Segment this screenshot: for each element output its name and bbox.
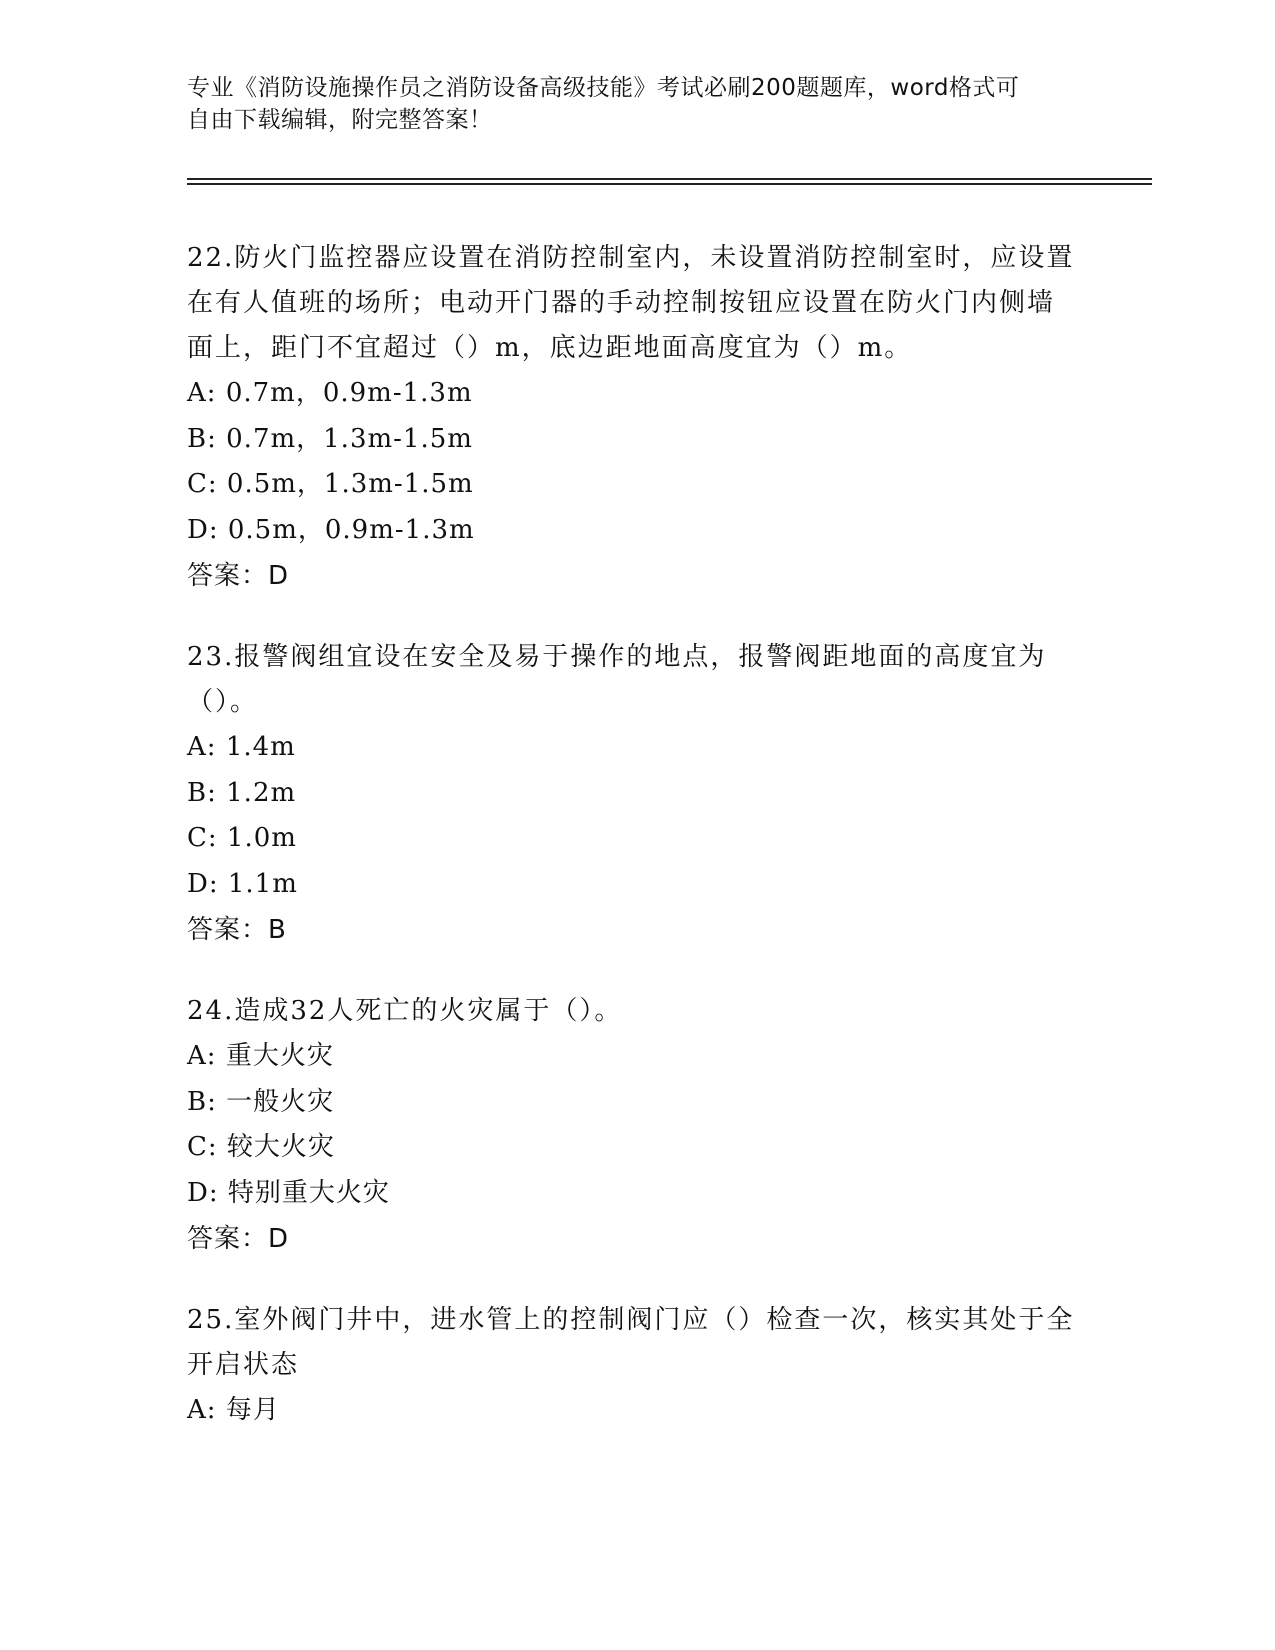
option-letter: D: xyxy=(187,868,219,899)
option-letter: C: xyxy=(187,1132,218,1162)
header-line-1: 专业《消防设施操作员之消防设备高级技能》考试必刷200题题库，word格式可 xyxy=(187,75,1020,101)
header-line-2: 自由下载编辑，附完整答案！ xyxy=(187,107,493,133)
question-23 xyxy=(187,635,1077,953)
option-d xyxy=(187,862,1077,908)
option-text: 一般火灾 xyxy=(226,1086,335,1117)
option-letter: D: xyxy=(187,1177,219,1208)
option-a xyxy=(187,1034,1077,1080)
option-text: 1.0m xyxy=(226,823,297,853)
option-letter: D: xyxy=(187,514,219,545)
option-text: 特别重大火灾 xyxy=(227,1177,390,1208)
option-text: 0.7m，1.3m-1.5m xyxy=(226,423,473,454)
option-d xyxy=(187,1171,1077,1217)
option-b xyxy=(187,1080,1077,1126)
question-stem: 24.造成32人死亡的火灾属于（）。 xyxy=(187,996,623,1026)
option-c xyxy=(187,1125,1077,1171)
question-stem: 25.室外阀门井中，进水管上的控制阀门应（）检查一次，核实其处于全开启状态 xyxy=(187,1305,1075,1380)
option-text: 0.5m，1.3m-1.5m xyxy=(226,469,474,499)
option-text: 0.5m，0.9m-1.3m xyxy=(227,514,475,545)
option-b xyxy=(187,417,1077,463)
option-letter: B: xyxy=(187,777,217,808)
question-stem: 23.报警阀组宜设在安全及易于操作的地点，报警阀距地面的高度宜为（）。 xyxy=(187,642,1047,717)
option-b xyxy=(187,771,1077,817)
option-letter: A: xyxy=(187,378,217,408)
option-letter: A: xyxy=(187,732,217,762)
answer-label: 答案：D xyxy=(187,1224,290,1254)
option-text: 每月 xyxy=(225,1395,280,1425)
option-text: 1.1m xyxy=(227,868,298,899)
option-text: 1.2m xyxy=(226,777,297,808)
option-letter: C: xyxy=(187,823,218,853)
question-stem: 22.防火门监控器应设置在消防控制室内，未设置消防控制室时，应设置在有人值班的场所；电动开门器的手动控制按钮应设置在防火门内侧墙面上，距门不宜超过（）m，底边距地面高度宜为（）m。 xyxy=(187,243,1075,363)
option-text: 1.4m xyxy=(225,732,296,762)
question-24 xyxy=(187,989,1077,1262)
answer-label: 答案：B xyxy=(187,915,287,945)
question-25 xyxy=(187,1298,1077,1434)
option-c xyxy=(187,462,1077,508)
option-letter: A: xyxy=(187,1395,217,1425)
question-22 xyxy=(187,236,1077,599)
option-text: 较大火灾 xyxy=(226,1132,335,1162)
document-header xyxy=(187,72,1067,136)
option-a xyxy=(187,371,1077,417)
option-letter: C: xyxy=(187,469,218,499)
question-list xyxy=(187,236,1077,1470)
option-d xyxy=(187,508,1077,554)
option-text: 重大火灾 xyxy=(225,1041,334,1071)
header-divider-bottom xyxy=(187,183,1152,185)
option-letter: A: xyxy=(187,1041,217,1071)
option-a xyxy=(187,725,1077,771)
option-a xyxy=(187,1388,1077,1434)
header-divider-top xyxy=(187,178,1152,180)
answer-label: 答案：D xyxy=(187,561,290,591)
option-letter: B: xyxy=(187,1086,217,1117)
option-c xyxy=(187,816,1077,862)
option-text: 0.7m，0.9m-1.3m xyxy=(225,378,473,408)
option-letter: B: xyxy=(187,423,217,454)
